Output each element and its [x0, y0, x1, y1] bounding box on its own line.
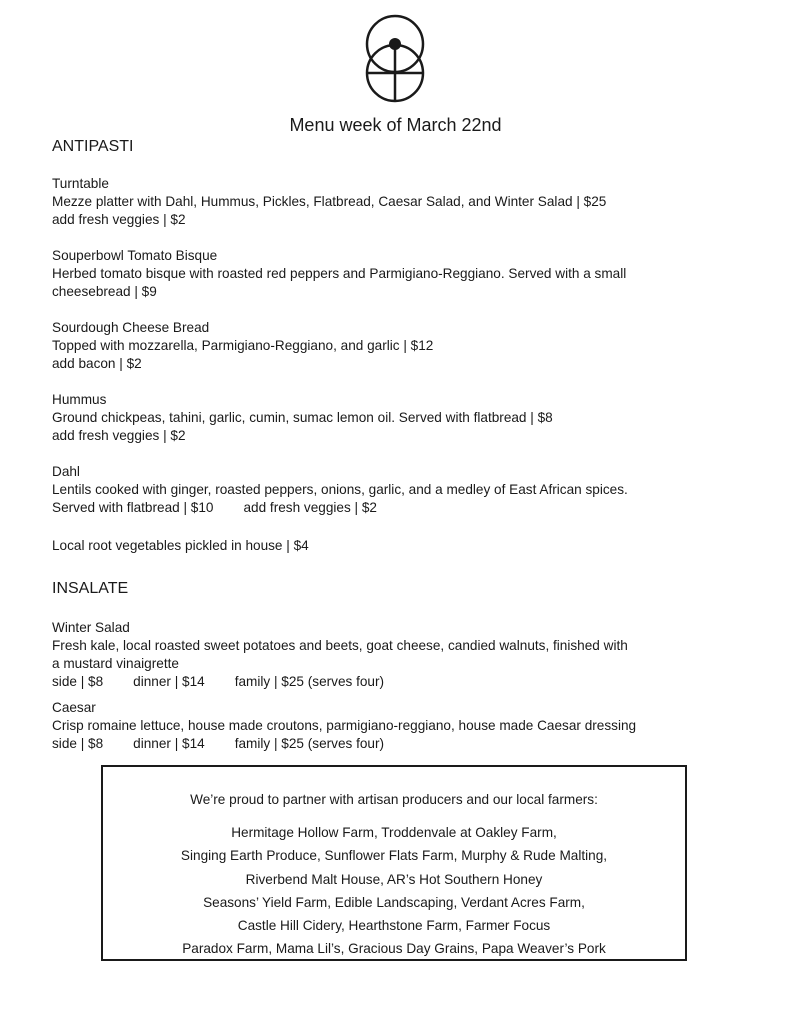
partners-line: Paradox Farm, Mama Lil’s, Gracious Day Grains, Papa Weaver’s Pork	[182, 941, 606, 957]
partners-list	[103, 821, 685, 961]
item-addon: add bacon | $2	[52, 356, 142, 371]
circle-cross-logo	[362, 14, 428, 104]
item-description: Ground chickpeas, tahini, garlic, cumin, sumac lemon oil. Served with flatbread | $8	[52, 410, 553, 425]
item-addon: add fresh veggies | $2	[52, 428, 186, 443]
item-addon: add fresh veggies | $2	[52, 212, 186, 227]
partners-line: Hermitage Hollow Farm, Troddenvale at Oakley Farm,	[231, 825, 557, 840]
menu-item-hummus	[52, 391, 553, 445]
item-prices	[52, 499, 628, 517]
item-description: Fresh kale, local roasted sweet potatoes and beets, goat cheese, candied walnuts, finished with	[52, 638, 628, 653]
item-name: Winter Salad	[52, 620, 130, 635]
item-addon: add fresh veggies | $2	[243, 500, 377, 515]
item-description: Crisp romaine lettuce, house made croutons, parmigiano-reggiano, house made Caesar dressing	[52, 718, 637, 733]
menu-item-turntable	[52, 175, 606, 229]
item-name: Sourdough Cheese Bread	[52, 320, 210, 335]
partners-line: Singing Earth Produce, Sunflower Flats Farm, Murphy & Rude Malting,	[180, 848, 608, 864]
partners-intro: We’re proud to partner with artisan producers and our local farmers:	[190, 792, 598, 807]
price-family: family | $25 (serves four)	[234, 674, 385, 689]
item-description: Herbed tomato bisque with roasted red peppers and Parmigiano-Reggiano. Served with a small	[52, 266, 627, 281]
page-title: Menu week of March 22nd	[289, 115, 502, 135]
item-description: Mezze platter with Dahl, Hummus, Pickles, Flatbread, Caesar Salad, and Winter Salad | $25	[52, 194, 607, 209]
item-name: Turntable	[52, 176, 109, 191]
partners-line: Riverbend Malt House, AR’s Hot Southern Honey	[245, 871, 543, 887]
item-description: Local root vegetables pickled in house | $4	[52, 538, 309, 553]
price-family: family | $25 (serves four)	[234, 736, 385, 751]
section-heading-insalate: INSALATE	[52, 580, 129, 597]
item-description-cont: a mustard vinaigrette	[52, 656, 179, 671]
section-heading-antipasti: ANTIPASTI	[52, 138, 134, 155]
item-name: Caesar	[52, 700, 96, 715]
partners-line: Castle Hill Cidery, Hearthstone Farm, Farmer Focus	[237, 918, 551, 934]
item-prices	[52, 735, 636, 753]
item-prices	[52, 673, 628, 691]
menu-item-dahl	[52, 463, 628, 517]
item-description-cont: cheesebread | $9	[52, 284, 157, 299]
menu-item-cheese-bread	[52, 319, 433, 373]
price-side: side | $8	[52, 736, 104, 751]
item-name: Souperbowl Tomato Bisque	[52, 248, 218, 263]
price-dinner: dinner | $14	[133, 736, 205, 751]
item-description: Topped with mozzarella, Parmigiano-Reggiano, and garlic | $12	[52, 338, 434, 353]
menu-item-bisque	[52, 247, 626, 301]
item-description: Lentils cooked with ginger, roasted peppers, onions, garlic, and a medley of East African spices.	[52, 482, 628, 497]
item-served: Served with flatbread | $10	[52, 500, 214, 515]
item-name: Dahl	[52, 464, 80, 479]
menu-item-caesar	[52, 699, 636, 753]
partners-box	[101, 765, 687, 961]
price-dinner: dinner | $14	[133, 674, 205, 689]
menu-item-winter-salad	[52, 619, 628, 691]
price-side: side | $8	[52, 674, 104, 689]
item-name: Hummus	[52, 392, 107, 407]
menu-item-pickles	[52, 537, 309, 555]
partners-line: Seasons’ Yield Farm, Edible Landscaping, Verdant Acres Farm,	[203, 894, 585, 910]
